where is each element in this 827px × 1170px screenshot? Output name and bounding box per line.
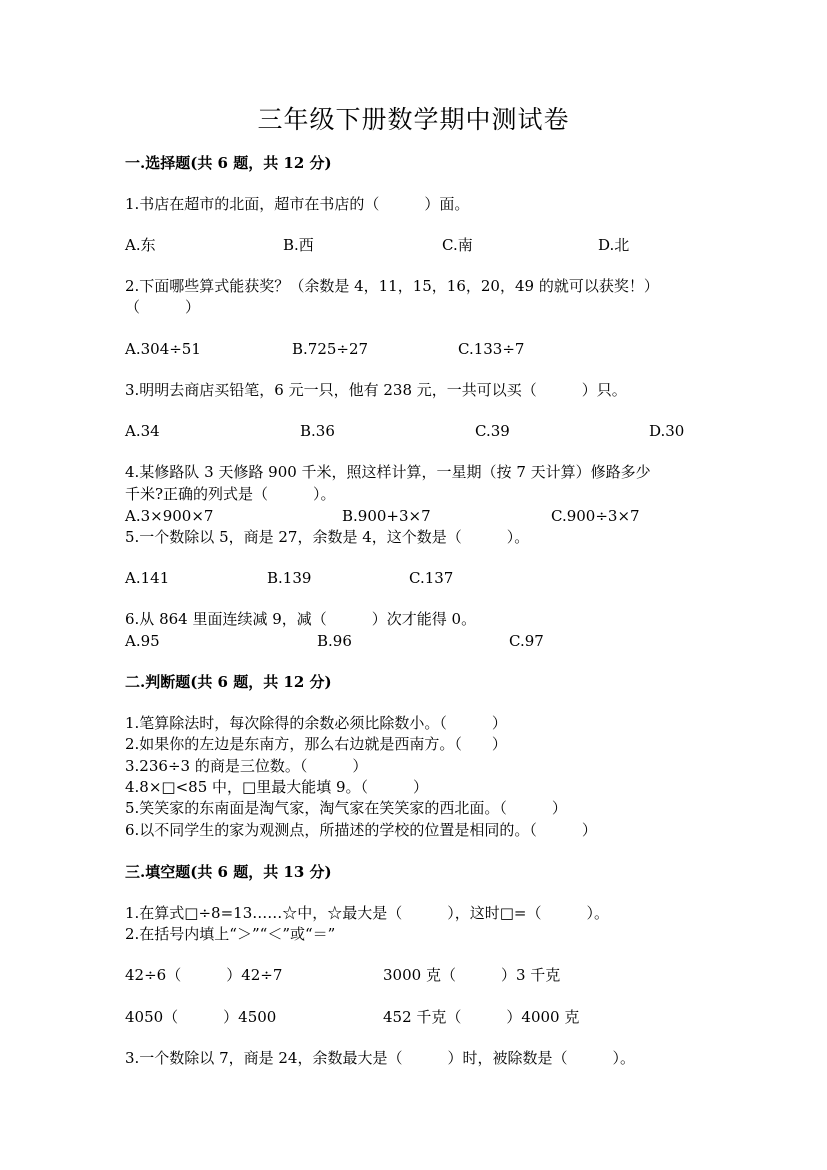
question-1-5: 5.一个数除以 5，商是 27，余数是 4，这个数是（ ）。 <box>125 528 530 546</box>
option-1-6-c: C.97 <box>509 632 544 650</box>
option-1-6-b: B.96 <box>317 632 352 650</box>
question-1-6: 6.从 864 里面连续减 9，减（ ）次才能得 0。 <box>125 610 477 628</box>
fill-question-3: 3.一个数除以 7，商是 24，余数最大是（ ）时，被除数是（ ）。 <box>125 1049 635 1067</box>
option-1-2-a: A.304÷51 <box>125 340 201 358</box>
option-1-1-b: B.西 <box>283 236 314 254</box>
judgement-item-4: 4.8×□<85 中，□里最大能填 9。（ ） <box>125 778 429 796</box>
exam-title: 三年级下册数学期中测试卷 <box>257 105 570 134</box>
fill-compare-4: 452 千克（ ）4000 克 <box>383 1008 580 1026</box>
question-1-2: 2.下面哪些算式能获奖？（余数是 4，11，15，16，20，49 的就可以获奖！） <box>125 277 659 295</box>
section-heading-choice: 一.选择题(共 6 题，共 12 分) <box>125 154 332 172</box>
option-1-4-c: C.900÷3×7 <box>551 507 640 525</box>
judgement-item-6: 6.以不同学生的家为观测点，所描述的学校的位置是相同的。（ ） <box>125 821 597 839</box>
question-1-4: 4.某修路队 3 天修路 900 千米，照这样计算，一星期（按 7 天计算）修路多少 <box>125 463 651 481</box>
question-1-3: 3.明明去商店买铅笔，6 元一只，他有 238 元，一共可以买（ ）只。 <box>125 381 627 399</box>
fill-question-1: 1.在算式□÷8=13……☆中，☆最大是（ ），这时□=（ ）。 <box>125 904 609 922</box>
fill-compare-3: 4050（ ）4500 <box>125 1008 277 1026</box>
option-1-5-c: C.137 <box>409 569 454 587</box>
option-1-4-b: B.900+3×7 <box>342 507 431 525</box>
question-1-1: 1.书店在超市的北面，超市在书店的（ ）面。 <box>125 195 470 213</box>
option-1-3-b: B.36 <box>300 422 335 440</box>
fill-question-2: 2.在括号内填上“＞”“＜”或“＝” <box>125 925 336 943</box>
section-heading-judgement: 二.判断题(共 6 题，共 12 分) <box>125 673 332 691</box>
judgement-item-5: 5.笑笑家的东南面是淘气家，淘气家在笑笑家的西北面。（ ） <box>125 799 567 817</box>
judgement-item-1: 1.笔算除法时，每次除得的余数必须比除数小。（ ） <box>125 714 507 732</box>
option-1-5-a: A.141 <box>125 569 170 587</box>
option-1-1-a: A.东 <box>125 236 156 254</box>
question-1-4-line2: 千米?正确的列式是（ ）。 <box>125 485 336 503</box>
option-1-4-a: A.3×900×7 <box>125 507 214 525</box>
judgement-item-2: 2.如果你的左边是东南方，那么右边就是西南方。（ ） <box>125 735 507 753</box>
option-1-2-b: B.725÷27 <box>292 340 369 358</box>
option-1-3-d: D.30 <box>649 422 685 440</box>
option-1-6-a: A.95 <box>125 632 160 650</box>
option-1-1-d: D.北 <box>598 236 630 254</box>
option-1-1-c: C.南 <box>442 236 473 254</box>
question-1-2-blank: （ ） <box>125 298 201 316</box>
judgement-item-3: 3.236÷3 的商是三位数。（ ） <box>125 757 368 775</box>
option-1-3-a: A.34 <box>125 422 160 440</box>
fill-compare-2: 3000 克（ ）3 千克 <box>383 966 561 984</box>
option-1-2-c: C.133÷7 <box>458 340 525 358</box>
section-heading-fill: 三.填空题(共 6 题，共 13 分) <box>125 863 332 881</box>
option-1-3-c: C.39 <box>475 422 510 440</box>
fill-compare-1: 42÷6（ ）42÷7 <box>125 966 283 984</box>
option-1-5-b: B.139 <box>267 569 312 587</box>
